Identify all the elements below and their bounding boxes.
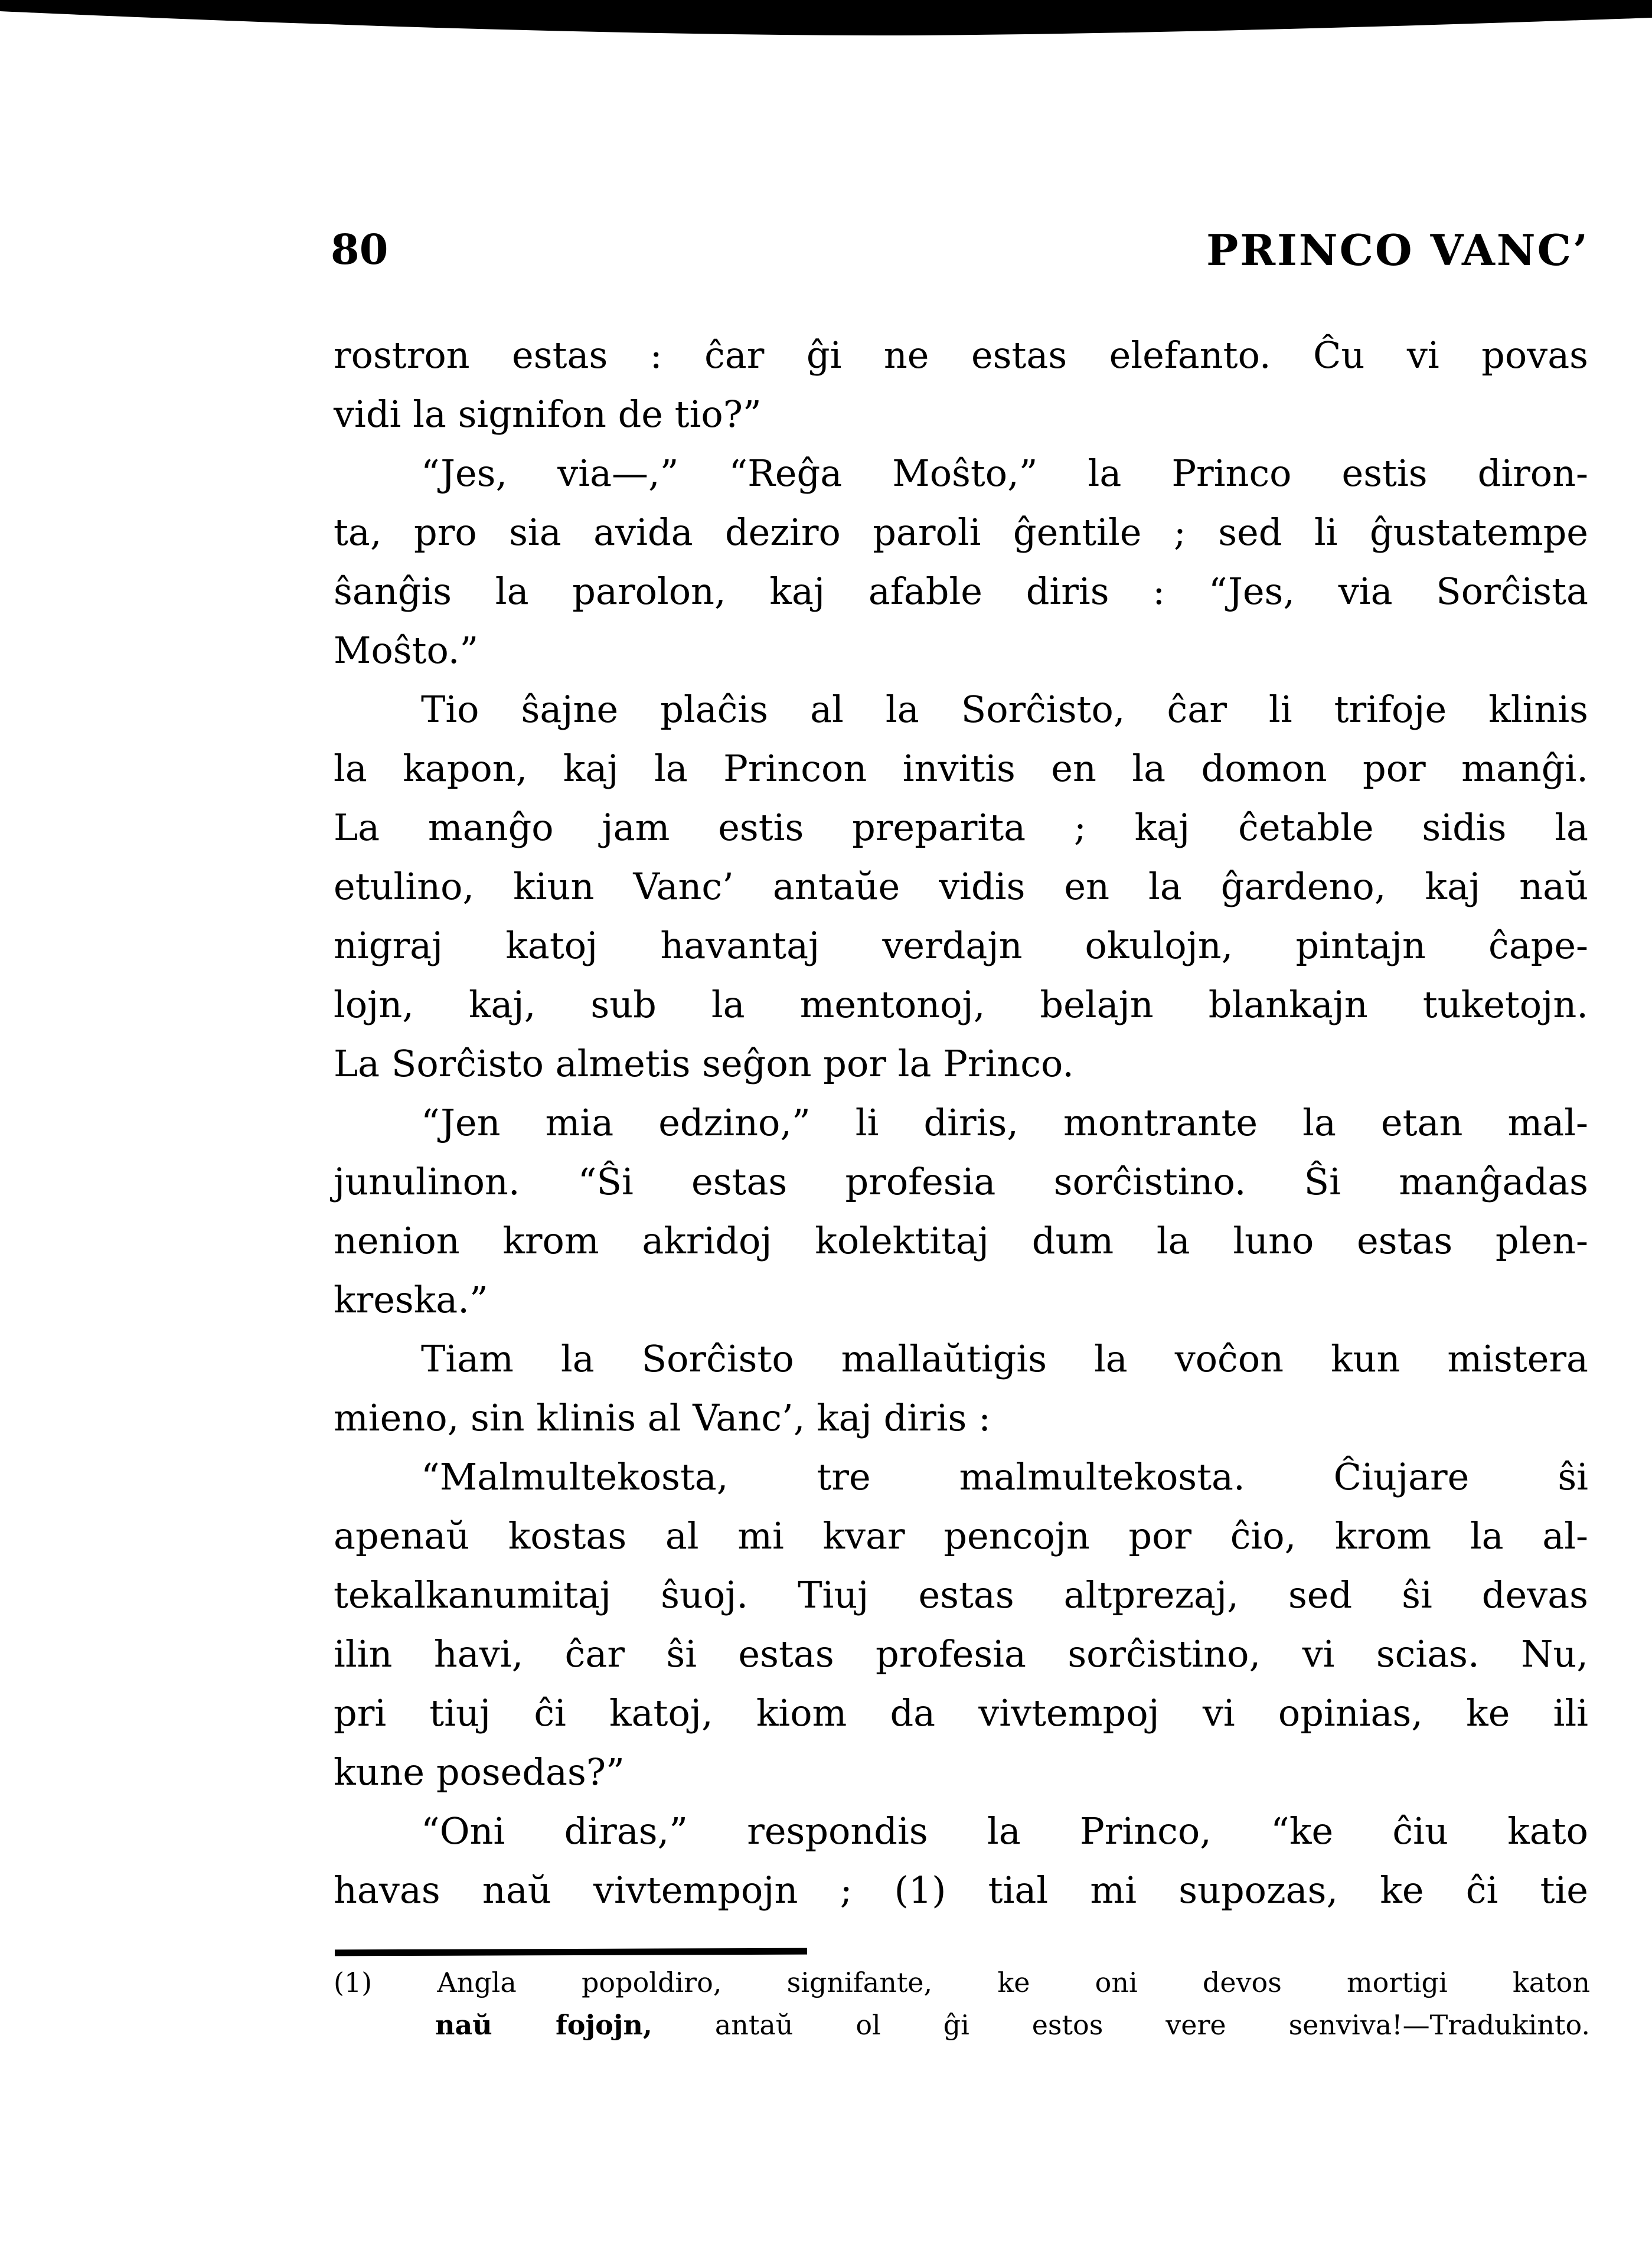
text-line: “Malmultekosta, tre malmultekosta. Ĉiujare ŝi [421, 1455, 1588, 1498]
text-line: kreska.” [334, 1278, 488, 1321]
text-line: mieno, sin klinis al Vanc’, kaj diris : [334, 1396, 991, 1439]
text-line: ŝanĝis la parolon, kaj afable diris : “Jes, via Sorĉista [334, 570, 1588, 613]
top-scan-bar [0, 0, 1652, 47]
body-text [334, 326, 1588, 1920]
footnote [334, 1961, 1590, 2046]
text-line: junulinon. “Ŝi estas profesia sorĉistino. Ŝi manĝadas [334, 1160, 1588, 1203]
text-line: vidi la signifon de tio?” [334, 393, 762, 436]
text-line: Tio ŝajne plaĉis al la Sorĉisto, ĉar li trifoje klinis [421, 688, 1588, 731]
text-line: pri tiuj ĉi katoj, kiom da vivtempoj vi opinias, ke ili [334, 1691, 1588, 1734]
text-line: Tiam la Sorĉisto mallaŭtigis la voĉon kun mistera [421, 1337, 1588, 1380]
footnote-bold-text: naŭ fojojn, [435, 2009, 652, 2041]
text-line: la kapon, kaj la Princon invitis en la domon por manĝi. [334, 747, 1588, 790]
page-header [0, 227, 1652, 280]
footnote-line [334, 2004, 1590, 2046]
text-line: etulino, kiun Vanc’ antaŭe vidis en la ĝardeno, kaj naŭ [334, 865, 1588, 908]
text-line: “Oni diras,” respondis la Princo, “ke ĉiu kato [421, 1809, 1588, 1853]
footnote-text: antaŭ ol ĝi estos vere senviva!—Tradukinto. [652, 2009, 1590, 2041]
text-line: nenion krom akridoj kolektitaj dum la luno estas plen- [334, 1219, 1588, 1262]
text-line: La Sorĉisto almetis seĝon por la Princo. [334, 1042, 1074, 1085]
running-title: PRINCO VANC’ [1206, 225, 1589, 275]
text-line: “Jes, via—,” “Reĝa Moŝto,” la Princo estis diron- [421, 452, 1588, 495]
text-line: lojn, kaj, sub la mentonoj, belajn blankajn tuketojn. [334, 983, 1588, 1026]
text-line: tekalkanumitaj ŝuoj. Tiuj estas altprezaj, sed ŝi devas [334, 1573, 1588, 1616]
text-line: ta, pro sia avida deziro paroli ĝentile ; sed li ĝustatempe [334, 511, 1588, 554]
text-line: La manĝo jam estis preparita ; kaj ĉetable sidis la [334, 806, 1588, 849]
page-number: 80 [331, 225, 388, 274]
text-line: apenaŭ kostas al mi kvar pencojn por ĉio, krom la al- [334, 1514, 1588, 1557]
text-line: ilin havi, ĉar ŝi estas profesia sorĉistino, vi scias. Nu, [334, 1632, 1588, 1675]
footnote-rule [335, 1948, 807, 1956]
text-line: nigraj katoj havantaj verdajn okulojn, pintajn ĉape- [334, 924, 1588, 967]
text-line: rostron estas : ĉar ĝi ne estas elefanto. Ĉu vi povas [334, 334, 1588, 377]
text-line: havas naŭ vivtempojn ; (1) tial mi supozas, ke ĉi tie [334, 1869, 1588, 1912]
text-line: “Jen mia edzino,” li diris, montrante la etan mal- [421, 1101, 1588, 1144]
text-line: Moŝto.” [334, 629, 479, 672]
text-line: kune posedas?” [334, 1750, 625, 1794]
footnote-line: (1) Angla popoldiro, signifante, ke oni devos mortigi katon [334, 1967, 1590, 1998]
